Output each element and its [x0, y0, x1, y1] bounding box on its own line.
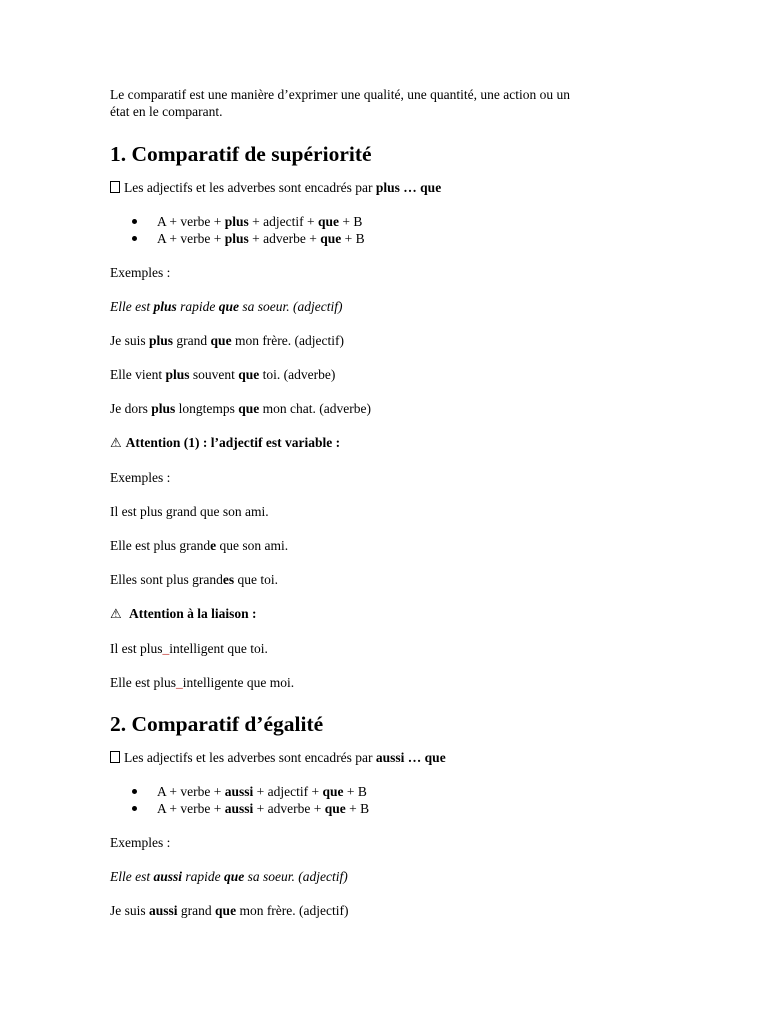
pattern-list [110, 213, 655, 247]
pattern-list [110, 783, 655, 817]
document-page [110, 86, 655, 919]
example-line: Elle est plus_intelligente que moi. [110, 675, 295, 690]
warning-icon: ⚠ [110, 607, 122, 622]
example-line: Elle vient plus souvent que toi. (adverbe) [110, 367, 336, 382]
liaison-mark: _ [176, 675, 183, 690]
liaison-mark: _ [162, 641, 170, 656]
bullet-icon [132, 806, 137, 811]
rule-line: Les adjectifs et les adverbes sont encadrés par aussi … que [110, 749, 655, 766]
attention-liaison: ⚠ Attention à la liaison : [110, 606, 257, 622]
bullet-icon [132, 219, 137, 224]
intro-line-2: état en le comparant. [110, 104, 223, 119]
list-item: A + verbe + plus + adverbe + que + B [110, 230, 655, 247]
list-item: A + verbe + plus + adjectif + que + B [110, 213, 655, 230]
checkbox-glyph-icon [110, 751, 120, 763]
checkbox-glyph-icon [110, 181, 120, 193]
section-heading-egalite: 2. Comparatif d’égalité [110, 712, 324, 736]
warning-icon: ⚠ [110, 436, 122, 451]
example-line: Elle est plus grande que son ami. [110, 538, 289, 553]
example-line: Il est plus grand que son ami. [110, 504, 269, 519]
example-line: Je suis plus grand que mon frère. (adjectif) [110, 333, 344, 348]
rule-line: Les adjectifs et les adverbes sont encadrés par plus … que [110, 179, 655, 196]
example-line: Je suis aussi grand que mon frère. (adjectif) [110, 903, 349, 918]
examples-label: Exemples : [110, 265, 171, 280]
list-item: A + verbe + aussi + adverbe + que + B [110, 800, 655, 817]
attention-variable: ⚠ Attention (1) : l’adjectif est variable : [110, 435, 341, 451]
example-line: Il est plus_intelligent que toi. [110, 641, 268, 656]
example-line: Elle est aussi rapide que sa soeur. (adjectif) [110, 869, 348, 884]
examples-label: Exemples : [110, 835, 171, 850]
example-line: Elles sont plus grandes que toi. [110, 572, 278, 587]
example-line: Elle est plus rapide que sa soeur. (adjectif) [110, 299, 343, 314]
bullet-icon [132, 789, 137, 794]
bullet-icon [132, 236, 137, 241]
intro-line-1: Le comparatif est une manière d’exprimer une qualité, une quantité, une action ou un [110, 87, 570, 102]
list-item: A + verbe + aussi + adjectif + que + B [110, 783, 655, 800]
example-line: Je dors plus longtemps que mon chat. (adverbe) [110, 401, 371, 416]
section-heading-superiorite: 1. Comparatif de supériorité [110, 142, 372, 166]
examples-label: Exemples : [110, 470, 171, 485]
